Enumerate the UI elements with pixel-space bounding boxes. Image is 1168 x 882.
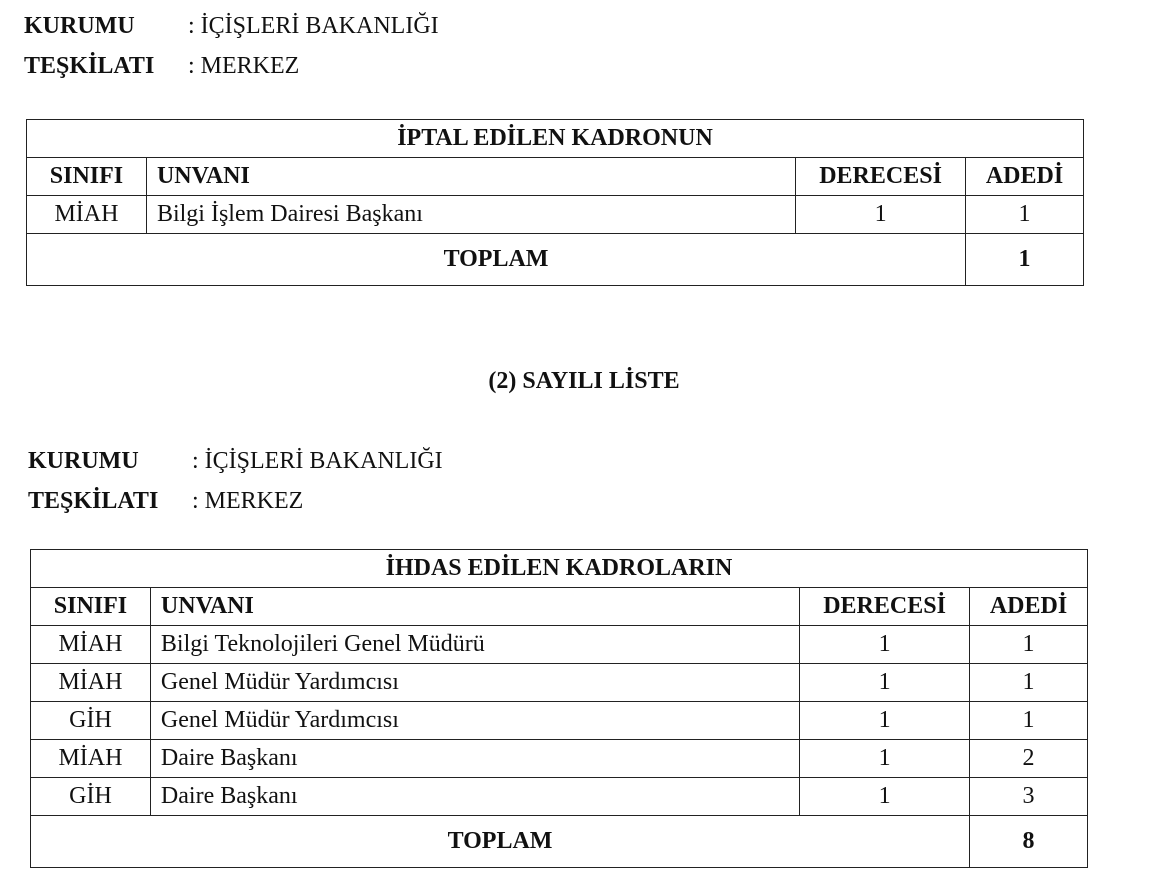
section2-meta — [28, 441, 443, 521]
cell-unvani: Genel Müdür Yardımcısı — [150, 702, 799, 740]
total-label: TOPLAM — [31, 816, 970, 868]
cell-adedi: 1 — [966, 196, 1084, 234]
kurumu-value: : İÇİŞLERİ BAKANLIĞI — [192, 448, 443, 474]
cell-sinifi: MİAH — [31, 740, 151, 778]
cell-derecesi: 1 — [800, 664, 970, 702]
list-heading: (2) SAYILI LİSTE — [488, 368, 680, 394]
cell-sinifi: GİH — [31, 702, 151, 740]
header-sinifi: SINIFI — [27, 158, 147, 196]
table-row — [31, 740, 1088, 778]
cell-adedi: 1 — [970, 626, 1088, 664]
kurumu-line — [28, 441, 443, 481]
cell-adedi: 1 — [970, 664, 1088, 702]
table-total-row — [31, 816, 1088, 868]
teskilati-value: : MERKEZ — [192, 488, 304, 514]
cell-unvani: Bilgi Teknolojileri Genel Müdürü — [150, 626, 799, 664]
table-row — [31, 778, 1088, 816]
table-row — [31, 702, 1088, 740]
cell-adedi: 2 — [970, 740, 1088, 778]
table-title: İPTAL EDİLEN KADRONUN — [27, 120, 1084, 158]
table-header-row — [27, 158, 1084, 196]
table-title-row — [31, 550, 1088, 588]
cell-sinifi: GİH — [31, 778, 151, 816]
table-title-row — [27, 120, 1084, 158]
table-row — [27, 196, 1084, 234]
teskilati-value: : MERKEZ — [188, 53, 300, 79]
total-label: TOPLAM — [27, 234, 966, 286]
total-value: 1 — [966, 234, 1084, 286]
table-header-row — [31, 588, 1088, 626]
table-total-row — [27, 234, 1084, 286]
teskilati-line — [28, 481, 443, 521]
cell-adedi: 1 — [970, 702, 1088, 740]
cell-derecesi: 1 — [800, 626, 970, 664]
header-unvani: UNVANI — [146, 158, 795, 196]
cell-unvani: Daire Başkanı — [150, 740, 799, 778]
iptal-table — [26, 119, 1084, 286]
header-sinifi: SINIFI — [31, 588, 151, 626]
cell-adedi: 3 — [970, 778, 1088, 816]
table-row — [31, 626, 1088, 664]
header-derecesi: DERECESİ — [800, 588, 970, 626]
kurumu-value: : İÇİŞLERİ BAKANLIĞI — [188, 13, 439, 39]
teskilati-label: TEŞKİLATI — [24, 53, 155, 79]
cell-derecesi: 1 — [800, 778, 970, 816]
cell-sinifi: MİAH — [27, 196, 147, 234]
section1-meta — [24, 6, 439, 86]
cell-sinifi: MİAH — [31, 664, 151, 702]
cell-derecesi: 1 — [800, 702, 970, 740]
cell-unvani: Genel Müdür Yardımcısı — [150, 664, 799, 702]
table-title: İHDAS EDİLEN KADROLARIN — [31, 550, 1088, 588]
kurumu-label: KURUMU — [24, 13, 135, 39]
teskilati-line — [24, 46, 439, 86]
cell-sinifi: MİAH — [31, 626, 151, 664]
header-unvani: UNVANI — [150, 588, 799, 626]
total-value: 8 — [970, 816, 1088, 868]
kurumu-label: KURUMU — [28, 448, 139, 474]
teskilati-label: TEŞKİLATI — [28, 488, 159, 514]
header-adedi: ADEDİ — [966, 158, 1084, 196]
header-adedi: ADEDİ — [970, 588, 1088, 626]
ihdas-table — [30, 549, 1088, 868]
cell-unvani: Daire Başkanı — [150, 778, 799, 816]
cell-derecesi: 1 — [796, 196, 966, 234]
cell-derecesi: 1 — [800, 740, 970, 778]
table-row — [31, 664, 1088, 702]
kurumu-line — [24, 6, 439, 46]
header-derecesi: DERECESİ — [796, 158, 966, 196]
cell-unvani: Bilgi İşlem Dairesi Başkanı — [146, 196, 795, 234]
